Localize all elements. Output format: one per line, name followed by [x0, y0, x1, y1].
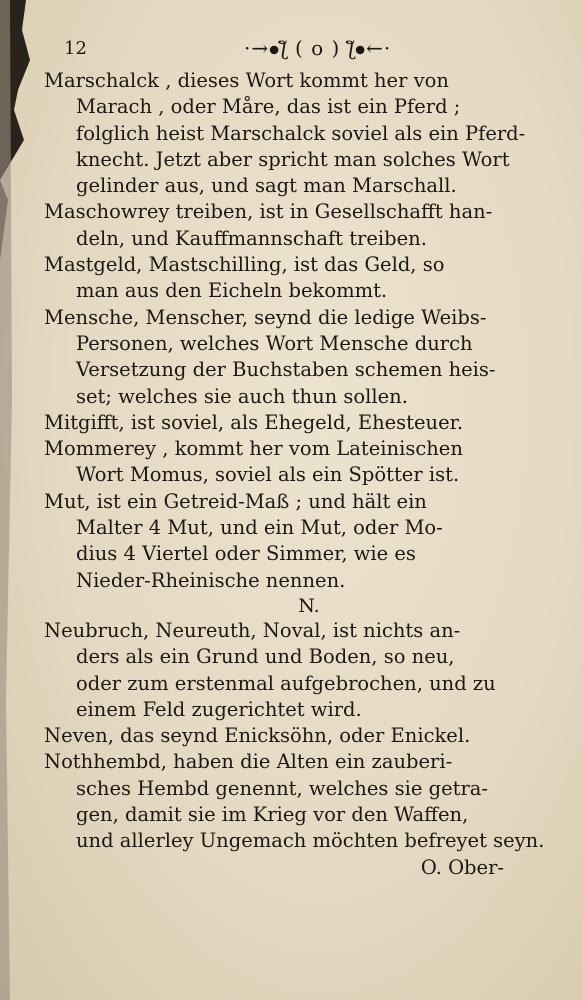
glossary-entry — [44, 436, 534, 489]
entry-first-line: Mut, ist ein Getreid-Maß ; und hält ein — [44, 489, 427, 513]
entry-line: man aus den Eicheln bekommt. — [76, 279, 388, 303]
glossary-entry — [44, 305, 534, 410]
entry-first-line: Neven, das seynd Enicksöhn, oder Enickel. — [44, 724, 471, 748]
entry-line: Personen, welches Wort Mensche durch — [76, 331, 473, 355]
torn-page-edge — [0, 0, 40, 1000]
entry-first-line: Neubruch, Neureuth, Noval, ist nichts an- — [44, 618, 461, 642]
entry-line: folglich heist Marschalck soviel als ein Pferd- — [76, 121, 526, 145]
entry-line: gen, damit sie im Krieg vor den Waffen, — [76, 803, 469, 827]
entry-line: Versetzung der Buchstaben schemen heis- — [76, 358, 496, 382]
entry-line: Malter 4 Mut, und ein Mut, oder Mo- — [76, 516, 443, 540]
entry-line: gelinder aus, und sagt man Marschall. — [76, 174, 457, 198]
glossary-entries — [44, 68, 545, 881]
glossary-entry — [44, 489, 534, 594]
entry-first-line: Mastgeld, Mastschilling, ist das Geld, so — [44, 253, 445, 277]
entry-line: sches Hembd genennt, welches sie getra- — [76, 776, 488, 800]
entry-first-line: Nothhembd, haben die Alten ein zauberi- — [44, 750, 453, 774]
glossary-entry — [44, 618, 534, 723]
entry-line: einem Feld zugerichtet wird. — [76, 697, 362, 721]
entry-first-line: Mitgifft, ist soviel, als Ehegeld, Ehesteuer. — [44, 410, 464, 434]
entry-line: deln, und Kauffmannschaft treiben. — [76, 226, 427, 250]
catchword: O. Ober- — [420, 855, 504, 879]
entry-first-line: Mensche, Menscher, seynd die ledige Weibs- — [44, 305, 487, 329]
entry-line: Wort Momus, soviel als ein Spötter ist. — [76, 463, 460, 487]
glossary-entry — [44, 723, 534, 749]
glossary-entry — [44, 68, 534, 199]
glossary-entry — [44, 749, 545, 854]
entry-line: knecht. Jetzt aber spricht man solches Wort — [76, 147, 510, 171]
glossary-entry — [44, 252, 534, 305]
glossary-entry — [44, 410, 534, 436]
entry-line: set; welches sie auch thun sollen. — [76, 384, 408, 408]
page-number: 12 — [64, 38, 87, 59]
entry-line: Marach , oder Måre, das ist ein Pferd ; — [76, 95, 461, 119]
entry-first-line: Mommerey , kommt her vom Lateinischen — [44, 437, 463, 461]
glossary-entry — [44, 199, 534, 252]
entry-first-line: Marschalck , dieses Wort kommt her von — [44, 69, 449, 92]
entry-first-line: Maschowrey treiben, ist in Gesellschafft han- — [44, 200, 493, 224]
entry-line: dius 4 Viertel oder Simmer, wie es — [76, 542, 416, 566]
page-content — [44, 28, 545, 881]
section-letter: N. — [298, 594, 320, 617]
entry-line: ders als ein Grund und Boden, so neu, — [76, 645, 455, 669]
page-header — [44, 28, 534, 68]
entry-line: und allerley Ungemach möchten befreyet seyn. — [76, 829, 545, 853]
entry-line: oder zum erstenmal aufgebrochen, und zu — [76, 671, 496, 695]
entry-line: Nieder-Rheinische nennen. — [76, 568, 346, 592]
running-head-ornament: ·→⦁ƪ ( o ) ƪ⦁←· — [244, 36, 392, 60]
